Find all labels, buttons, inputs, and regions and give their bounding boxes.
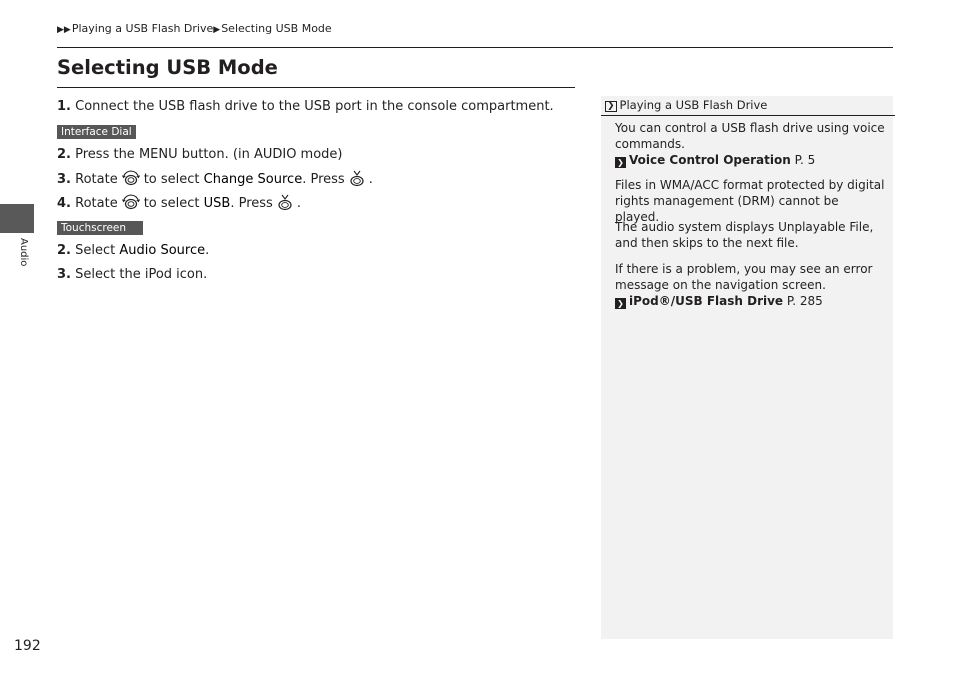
step-4-rotate-usb <box>57 193 301 214</box>
sidebar-divider <box>601 115 895 116</box>
rotate-dial-icon <box>121 193 141 211</box>
step-number: 4. <box>57 196 71 211</box>
touch-step-2-select-audio-source <box>57 241 209 261</box>
sidebar-notes <box>601 96 893 639</box>
note-drm: Files in WMA/ACC format protected by digital rights management (DRM) cannot be played. <box>615 178 885 224</box>
step-number: 3. <box>57 172 71 187</box>
step-3-rotate-change-source <box>57 169 373 190</box>
step-text: Press the MENU button. (in AUDIO mode) <box>75 147 343 162</box>
step-number: 3. <box>57 267 71 282</box>
rotate-dial-icon <box>121 169 141 187</box>
touchscreen-tag: Touchscreen <box>57 221 143 235</box>
breadcrumb-arrow-icon: ▶ <box>213 25 221 35</box>
touch-step-3-select-ipod <box>57 265 207 285</box>
step-text-mid: to select <box>143 196 200 211</box>
menu-item-usb: USB <box>203 196 231 211</box>
breadcrumb-arrow-icon: ▶▶ <box>57 25 71 35</box>
sidebar-heading-text: Playing a USB Flash Drive <box>619 98 768 112</box>
step-text-pre: Select <box>75 243 116 258</box>
section-tab-label: Audio <box>18 238 29 267</box>
cross-reference-icon: ❯ <box>615 157 626 168</box>
step-number: 2. <box>57 243 71 258</box>
title-divider <box>57 87 575 88</box>
breadcrumb <box>57 21 332 38</box>
page-number: 192 <box>14 638 41 654</box>
step-text: Connect the USB flash drive to the USB port in the console compartment. <box>75 99 554 114</box>
header-divider <box>57 47 893 48</box>
note-reference-icon: ❯ <box>607 101 615 111</box>
note-error-message <box>615 261 885 309</box>
menu-item-change-source: Change Source <box>203 172 303 187</box>
press-dial-icon <box>348 169 366 187</box>
step-text-mid: to select <box>143 172 200 187</box>
note-voice-control <box>615 120 885 168</box>
step-2-menu <box>57 145 343 165</box>
link-voice-control-operation[interactable] <box>615 153 815 167</box>
breadcrumb-item-selecting-usb: Selecting USB Mode <box>221 22 332 35</box>
page-title: Selecting USB Mode <box>57 56 278 79</box>
step-text-post: . Press <box>230 196 273 211</box>
step-number: 2. <box>57 147 71 162</box>
step-text-post: . Press <box>302 172 345 187</box>
step-1-connect <box>57 97 554 117</box>
note-text: You can control a USB flash drive using voice commands. <box>615 121 885 151</box>
note-unplayable-file: The audio system displays Unplayable File, and then skips to the next file. <box>615 220 874 250</box>
cross-reference-icon: ❯ <box>615 298 626 309</box>
ref-label[interactable]: Voice Control Operation <box>629 153 791 167</box>
step-number: 1. <box>57 99 71 114</box>
step-text-pre: Rotate <box>75 196 118 211</box>
ref-label[interactable]: iPod®/USB Flash Drive <box>629 294 784 308</box>
link-ipod-usb-flash-drive[interactable] <box>615 294 823 308</box>
ref-page[interactable]: P. 5 <box>794 153 816 167</box>
ref-page[interactable]: P. 285 <box>786 294 823 308</box>
step-text-end: . <box>296 196 301 211</box>
press-dial-icon <box>276 193 294 211</box>
step-text-end: . <box>205 243 210 258</box>
interface-dial-tag: Interface Dial <box>57 125 136 139</box>
step-text-pre: Rotate <box>75 172 118 187</box>
sidebar-heading <box>605 97 767 113</box>
step-text: Select the iPod icon. <box>75 267 208 282</box>
step-text-end: . <box>368 172 373 187</box>
menu-item-audio-source: Audio Source <box>119 243 206 258</box>
note-text: If there is a problem, you may see an error message on the navigation screen. <box>615 262 873 292</box>
section-tab-marker <box>0 204 34 233</box>
breadcrumb-item-playing-usb[interactable]: Playing a USB Flash Drive <box>71 22 214 35</box>
